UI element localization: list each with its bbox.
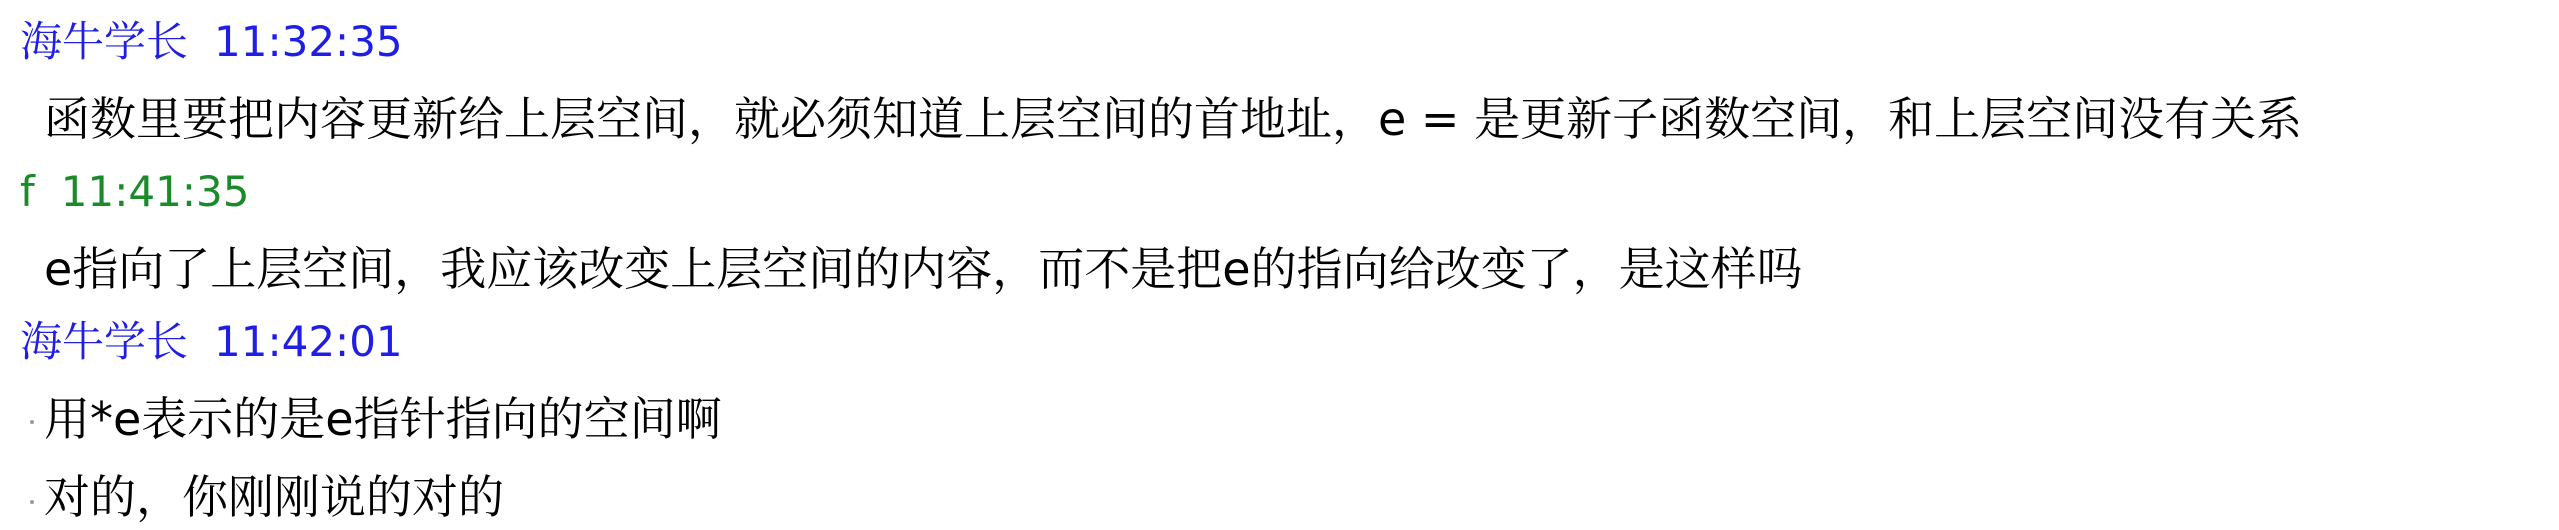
message-text: 函数里要把内容更新给上层空间，就必须知道上层空间的首地址，e = 是更新子函数空间，和上层空间没有关系: [44, 92, 2303, 146]
message-text: e指向了上层空间，我应该改变上层空间的内容，而不是把e的指向给改变了，是这样吗: [44, 242, 1803, 296]
bullet-dot-icon: [30, 420, 34, 424]
timestamp: 11:32:35: [214, 17, 403, 66]
message-text: 对的，你刚刚说的对的: [44, 470, 504, 524]
sender-name: f: [20, 167, 35, 216]
message-header: [20, 312, 403, 372]
timestamp: 11:42:01: [214, 317, 403, 366]
bullet-dot-icon: [30, 500, 34, 504]
timestamp: 11:41:35: [60, 167, 250, 216]
message-header: [20, 12, 403, 72]
message-header: [20, 162, 249, 222]
sender-name: 海牛学长: [20, 317, 189, 366]
sender-name: 海牛学长: [20, 17, 189, 66]
message-text: 用*e表示的是e指针指向的空间啊: [44, 392, 722, 446]
